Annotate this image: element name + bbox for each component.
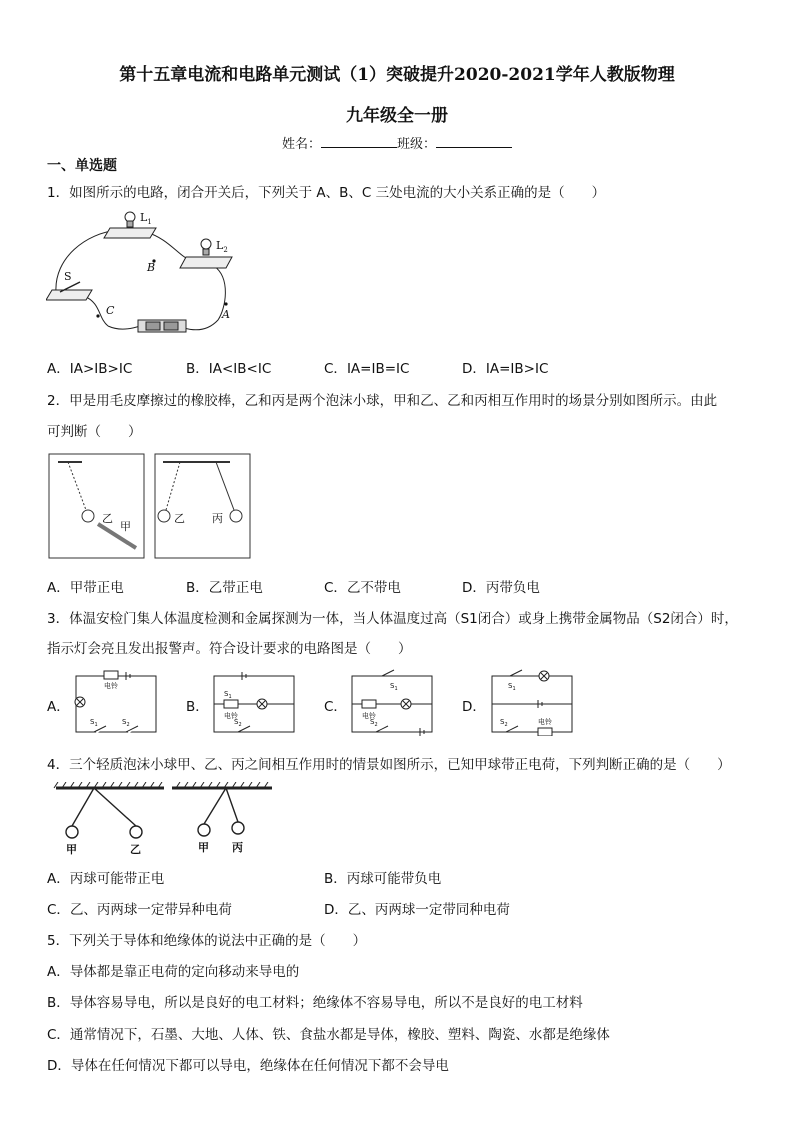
q4-option-b[interactable]: B．丙球可能带负电 xyxy=(324,871,442,887)
q1-option-b[interactable]: B．IA<IB<IC xyxy=(186,361,272,377)
label-L1: $L_1$ xyxy=(140,211,152,226)
q3-circuit-d xyxy=(486,666,576,736)
name-label: 姓名： xyxy=(281,137,321,152)
svg-text:S1: $S_1$ xyxy=(224,690,232,700)
q2-figure xyxy=(48,452,252,560)
q2-stem-line2: 可判断（ ） xyxy=(47,424,142,440)
q4-option-d[interactable]: D．乙、丙两球一定带同种电荷 xyxy=(324,902,510,918)
doc-title-line1: 第十五章电流和电路单元测试（1）突破提升2020-2021学年人教版物理 xyxy=(119,65,675,85)
svg-text:S1: $S_1$ xyxy=(390,682,398,692)
q1-option-d[interactable]: D．IA=IB>IC xyxy=(462,361,549,377)
label-jia: 甲 xyxy=(120,520,131,533)
q3-circuit-c xyxy=(346,666,436,736)
q1-option-c[interactable]: C．IA=IB=IC xyxy=(324,361,410,377)
label-L2: $L_2$ xyxy=(216,239,228,254)
q3-option-c[interactable]: C． xyxy=(324,699,347,715)
name-blank[interactable] xyxy=(321,135,397,148)
q2-option-b[interactable]: B．乙带正电 xyxy=(186,580,263,596)
q3-circuit-b xyxy=(208,666,298,736)
svg-text:S1: $S_1$ xyxy=(508,682,516,692)
section-heading: 一、单选题 xyxy=(47,158,117,174)
svg-text:电铃: 电铃 xyxy=(224,712,238,720)
q4-option-c[interactable]: C．乙、丙两球一定带异种电荷 xyxy=(47,902,232,918)
svg-text:S2: $S_2$ xyxy=(234,718,242,728)
q3-option-a[interactable]: A． xyxy=(47,699,70,715)
q2-stem-line1: 2．甲是用毛皮摩擦过的橡胶棒，乙和丙是两个泡沫小球，甲和乙、乙和丙相互作用时的场景分别如图所示。由此 xyxy=(47,393,718,409)
label-A: A xyxy=(222,308,230,321)
q1-stem: 1．如图所示的电路，闭合开关后，下列关于 A、B、C 三处电流的大小关系正确的是（ ） xyxy=(47,185,606,201)
q2-option-c[interactable]: C．乙不带电 xyxy=(324,580,401,596)
q1-option-a[interactable]: A．IA>IB>IC xyxy=(47,361,133,377)
svg-text:电铃: 电铃 xyxy=(104,682,118,690)
q4-stem: 4．三个轻质泡沫小球甲、乙、丙之间相互作用时的情景如图所示，已知甲球带正电荷，下列判断正确的是（ ） xyxy=(47,757,731,773)
q5-option-a[interactable]: A．导体都是靠正电荷的定向移动来导电的 xyxy=(47,964,300,980)
label-S: S xyxy=(64,270,72,283)
svg-text:电铃: 电铃 xyxy=(362,712,376,720)
q3-option-b[interactable]: B． xyxy=(186,699,209,715)
label-yi: 乙 xyxy=(130,843,141,856)
q4-option-a[interactable]: A．丙球可能带正电 xyxy=(47,871,165,887)
q4-figure xyxy=(52,782,274,856)
svg-text:S1: $S_1$ xyxy=(90,718,98,728)
q2-option-a[interactable]: A．甲带正电 xyxy=(47,580,124,596)
svg-text:S2: $S_2$ xyxy=(500,718,508,728)
class-blank[interactable] xyxy=(436,135,512,148)
q3-stem-line2: 指示灯会亮且发出报警声。符合设计要求的电路图是（ ） xyxy=(47,641,412,657)
doc-title-line2: 九年级全一册 xyxy=(346,106,448,126)
q2-option-d[interactable]: D．丙带负电 xyxy=(462,580,540,596)
q3-stem-line1: 3．体温安检门集人体温度检测和金属探测为一体，当人体温度过高（S1闭合）或身上携带金属物品（S2闭合）时， xyxy=(47,611,738,627)
q3-circuit-a xyxy=(70,666,160,736)
label-jia2: 甲 xyxy=(198,841,209,854)
label-bing: 丙 xyxy=(232,841,243,854)
label-jia: 甲 xyxy=(66,843,77,856)
label-C: C xyxy=(106,304,115,317)
label-bing: 丙 xyxy=(212,512,223,525)
q1-circuit-figure xyxy=(46,208,246,340)
svg-text:电铃: 电铃 xyxy=(538,718,552,726)
q3-option-d[interactable]: D． xyxy=(462,699,486,715)
svg-text:S2: $S_2$ xyxy=(122,718,130,728)
q5-option-c[interactable]: C．通常情况下，石墨、大地、人体、铁、食盐水都是导体，橡胶、塑料、陶瓷、水都是绝缘体 xyxy=(47,1027,610,1043)
label-yi2: 乙 xyxy=(174,512,185,525)
q5-option-d[interactable]: D．导体在任何情况下都可以导电，绝缘体在任何情况下都不会导电 xyxy=(47,1058,449,1074)
q5-option-b[interactable]: B．导体容易导电，所以是良好的电工材料；绝缘体不容易导电，所以不是良好的电工材料 xyxy=(47,995,583,1011)
name-class-row xyxy=(0,133,794,152)
label-yi: 乙 xyxy=(102,512,113,525)
label-B: B xyxy=(147,261,156,274)
svg-text:S2: $S_2$ xyxy=(370,718,378,728)
class-label: 班级： xyxy=(397,137,437,152)
q5-stem: 5．下列关于导体和绝缘体的说法中正确的是（ ） xyxy=(47,933,367,949)
